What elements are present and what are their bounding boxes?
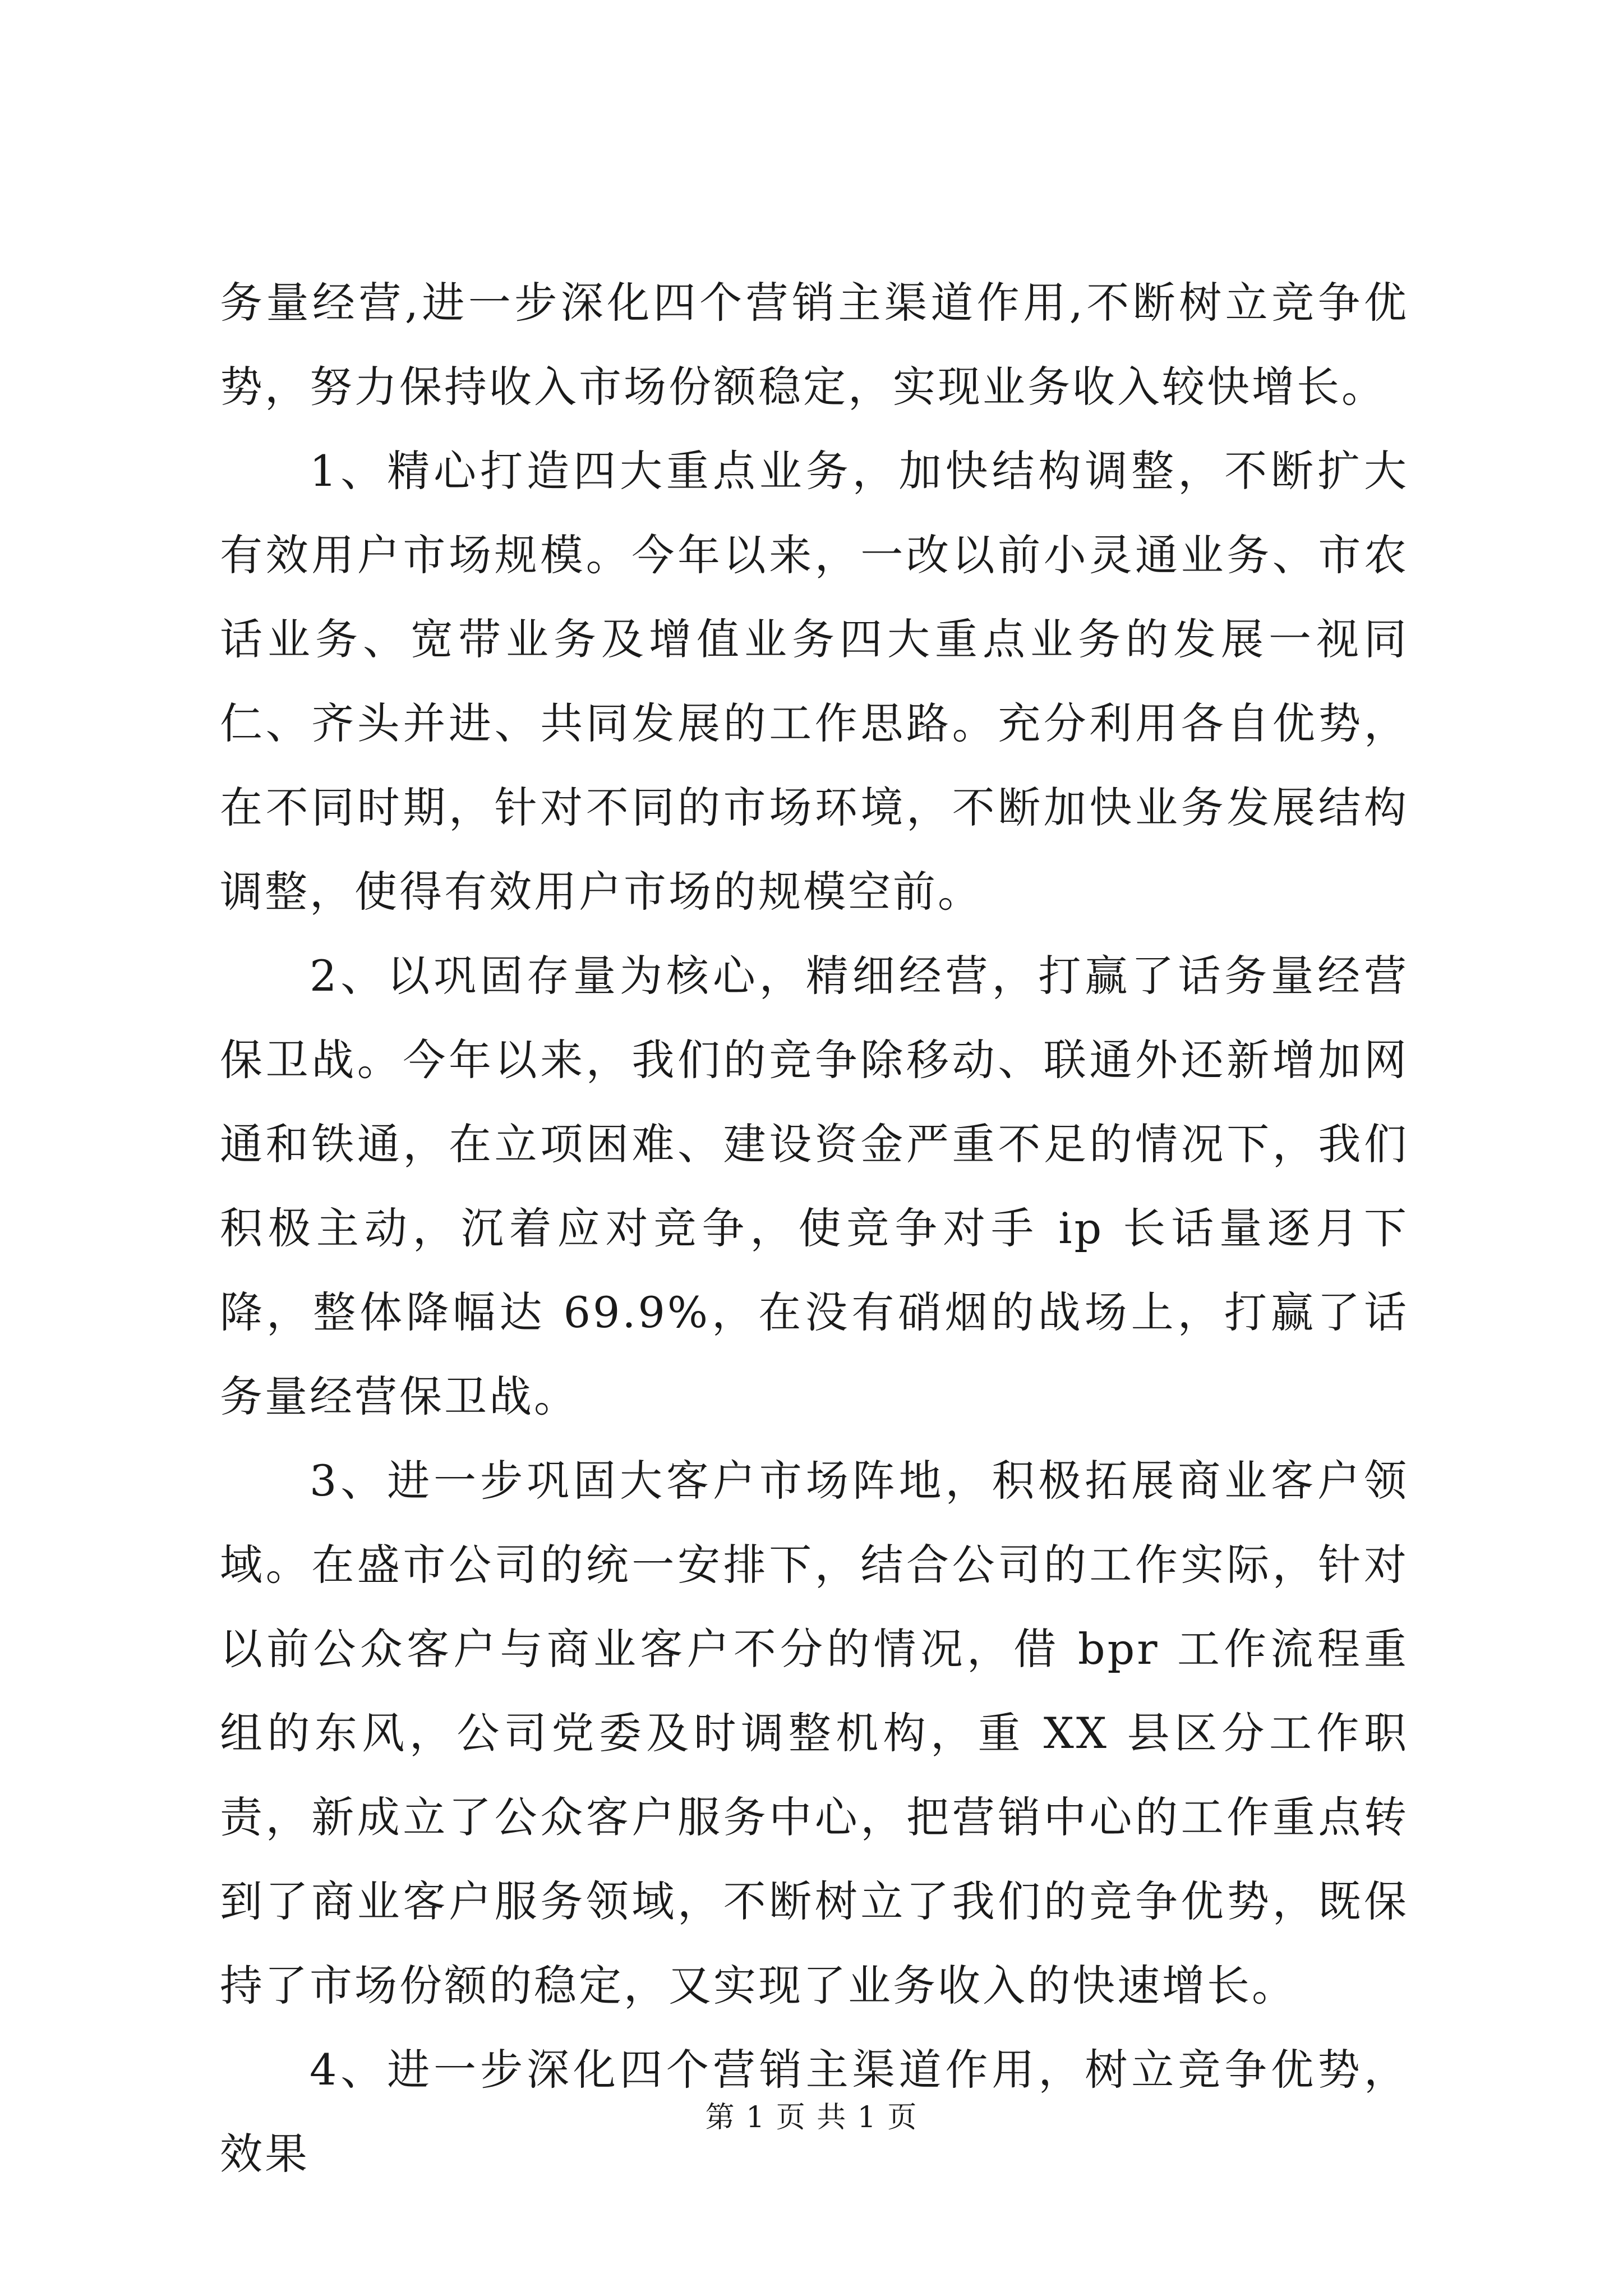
paragraph-item-2: 2、以巩固存量为核心，精细经营，打赢了话务量经营保卫战。今年以来，我们的竞争除移动、联通外还新增加网通和铁通，在立项困难、建设资金严重不足的情况下，我们积极主动，沉着应对竞争，使竞争对手 ip 长话量逐月下降，整体降幅达 69.9%，在没有硝烟的战场上，打赢了话务量经营保卫战。 [220, 951, 1409, 1421]
paragraph-continuation: 务量经营,进一步深化四个营销主渠道作用,不断树立竞争优势，努力保持收入市场份额稳定，实现业务收入较快增长。 [220, 278, 1409, 412]
paragraph-item-4: 4、进一步深化四个营销主渠道作用，树立竞争优势，效果 [220, 2045, 1409, 2179]
paragraph-item-1: 1、精心打造四大重点业务，加快结构调整，不断扩大有效用户市场规模。今年以来，一改以前小灵通业务、市农话业务、宽带业务及增值业务四大重点业务的发展一视同仁、齐头并进、共同发展的工作思路。充分利用各自优势，在不同时期，针对不同的市场环境，不断加快业务发展结构调整，使得有效用户市场的规模空前。 [220, 446, 1409, 917]
paragraph-item-3: 3、进一步巩固大客户市场阵地，积极拓展商业客户领域。在盛市公司的统一安排下，结合公司的工作实际，针对以前公众客户与商业客户不分的情况，借 bpr 工作流程重组的东风，公司党委及时调整机构，重 XX 县区分工作职责，新成立了公众客户服务中心，把营销中心的工作重点转到了商业客户服务领域，不断树立了我们的竞争优势，既保持了市场份额的稳定，又实现了业务收入的快速增长。 [220, 1456, 1409, 2010]
document-body [220, 261, 1409, 2196]
page-footer: 第 1 页 共 1 页 [705, 2101, 918, 2134]
